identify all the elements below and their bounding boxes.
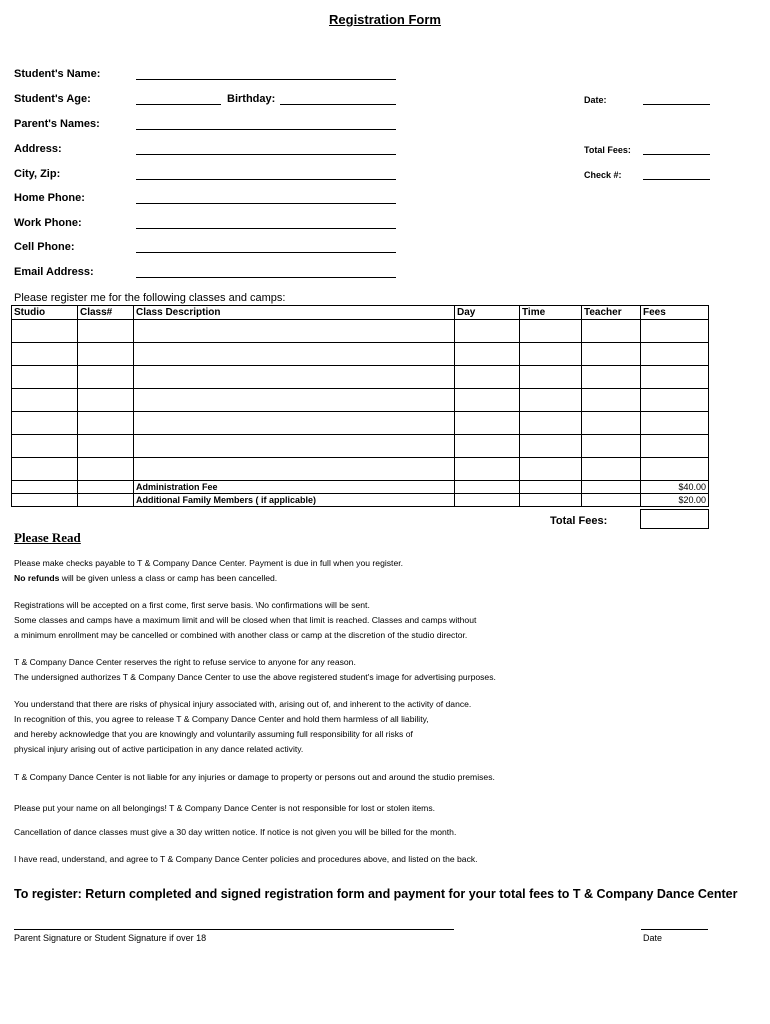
student-age-label: Student's Age:	[14, 93, 91, 105]
classes-table	[11, 305, 709, 507]
family-fee-label: Additional Family Members ( if applicable)	[134, 494, 455, 507]
family-fee-row	[12, 494, 709, 507]
signature-date-line[interactable]	[641, 929, 708, 930]
work-phone-field[interactable]	[136, 228, 396, 229]
paragraph-cancellation: Cancellation of dance classes must give a 30 day written notice. If notice is not given you will be billed for the month.	[14, 827, 457, 837]
table-row[interactable]	[12, 366, 709, 389]
admin-fee-row	[12, 481, 709, 494]
paragraph-injury: You understand that there are risks of physical injury associated with, arising out of, and inherent to the activity of dance. In recognition of this, you agree to release T & Company Dance Center and hold them harmless of all liability, and hereby acknowledge that you are knowingly and voluntarily assuming full responsibility for all risks of physical injury arising out of active participation in any dance related activity.	[14, 699, 472, 754]
total-fees-field[interactable]	[640, 509, 709, 529]
please-read-heading: Please Read	[14, 530, 81, 545]
classes-intro: Please register me for the following classes and camps:	[14, 292, 286, 304]
total-fees-label: Total Fees:	[550, 515, 608, 527]
email-address-field[interactable]	[136, 277, 396, 278]
col-class-number: Class#	[78, 306, 134, 320]
col-studio: Studio	[12, 306, 78, 320]
cell-phone-field[interactable]	[136, 252, 396, 253]
home-phone-label: Home Phone:	[14, 192, 85, 204]
paragraph-payment: Please make checks payable to T & Company Dance Center. Payment is due in full when you register. No refunds will be given unless a class or camp has been cancelled.	[14, 558, 403, 583]
work-phone-label: Work Phone:	[14, 217, 82, 229]
paragraph-belongings: Please put your name on all belongings! T & Company Dance Center is not responsible for lost or stolen items.	[14, 803, 436, 813]
student-age-field[interactable]	[136, 104, 221, 105]
office-check-label: Check #:	[584, 170, 622, 180]
student-name-label: Student's Name:	[14, 68, 101, 80]
col-time: Time	[520, 306, 582, 320]
office-date-label: Date:	[584, 95, 607, 105]
table-row[interactable]	[12, 389, 709, 412]
col-day: Day	[455, 306, 520, 320]
table-row[interactable]	[12, 458, 709, 481]
admin-fee-label: Administration Fee	[134, 481, 455, 494]
col-teacher: Teacher	[582, 306, 641, 320]
office-check-field[interactable]	[643, 179, 710, 180]
parent-names-field[interactable]	[136, 129, 396, 130]
table-header-row	[12, 306, 709, 320]
parent-signature-label: Parent Signature or Student Signature if over 18	[14, 933, 207, 943]
register-instruction: To register: Return completed and signed registration form and payment for your total fees to T & Company Dance Center	[14, 887, 738, 901]
cell-phone-label: Cell Phone:	[14, 241, 75, 253]
office-date-field[interactable]	[643, 104, 710, 105]
home-phone-field[interactable]	[136, 203, 396, 204]
parent-names-label: Parent's Names:	[14, 118, 100, 130]
email-address-label: Email Address:	[14, 266, 94, 278]
admin-fee-amount: $40.00	[641, 481, 709, 494]
table-row[interactable]	[12, 435, 709, 458]
birthday-field[interactable]	[280, 104, 396, 105]
col-fees: Fees	[641, 306, 709, 320]
birthday-label: Birthday:	[227, 93, 276, 105]
signature-date-label: Date	[643, 933, 663, 943]
table-row[interactable]	[12, 343, 709, 366]
paragraph-rights: T & Company Dance Center reserves the right to refuse service to anyone for any reason. The undersigned authorizes T & Company Dance Center to use the above registered student's image for advertising purposes.	[14, 657, 496, 682]
family-fee-amount: $20.00	[641, 494, 709, 507]
address-label: Address:	[14, 143, 62, 155]
office-total-fees-label: Total Fees:	[584, 145, 631, 155]
paragraph-agreement: I have read, understand, and agree to T & Company Dance Center policies and procedures above, and listed on the back.	[14, 854, 478, 864]
office-total-fees-field[interactable]	[643, 154, 710, 155]
city-zip-label: City, Zip:	[14, 168, 61, 180]
paragraph-liability: T & Company Dance Center is not liable for any injuries or damage to property or persons out and around the studio premises.	[14, 772, 495, 782]
table-row[interactable]	[12, 320, 709, 343]
form-title: Registration Form	[329, 12, 441, 27]
table-row[interactable]	[12, 412, 709, 435]
col-class-description: Class Description	[134, 306, 455, 320]
student-name-field[interactable]	[136, 79, 396, 80]
city-zip-field[interactable]	[136, 179, 396, 180]
address-field[interactable]	[136, 154, 396, 155]
paragraph-registration: Registrations will be accepted on a first come, first serve basis. \No confirmations will be sent. Some classes and camps have a maximum limit and will be closed when that limit is reached. Classes and camps without a minimum enrollment may be cancelled or combined with another class or camp at the discretion of the studio director.	[14, 600, 477, 640]
parent-signature-line[interactable]	[14, 929, 454, 930]
